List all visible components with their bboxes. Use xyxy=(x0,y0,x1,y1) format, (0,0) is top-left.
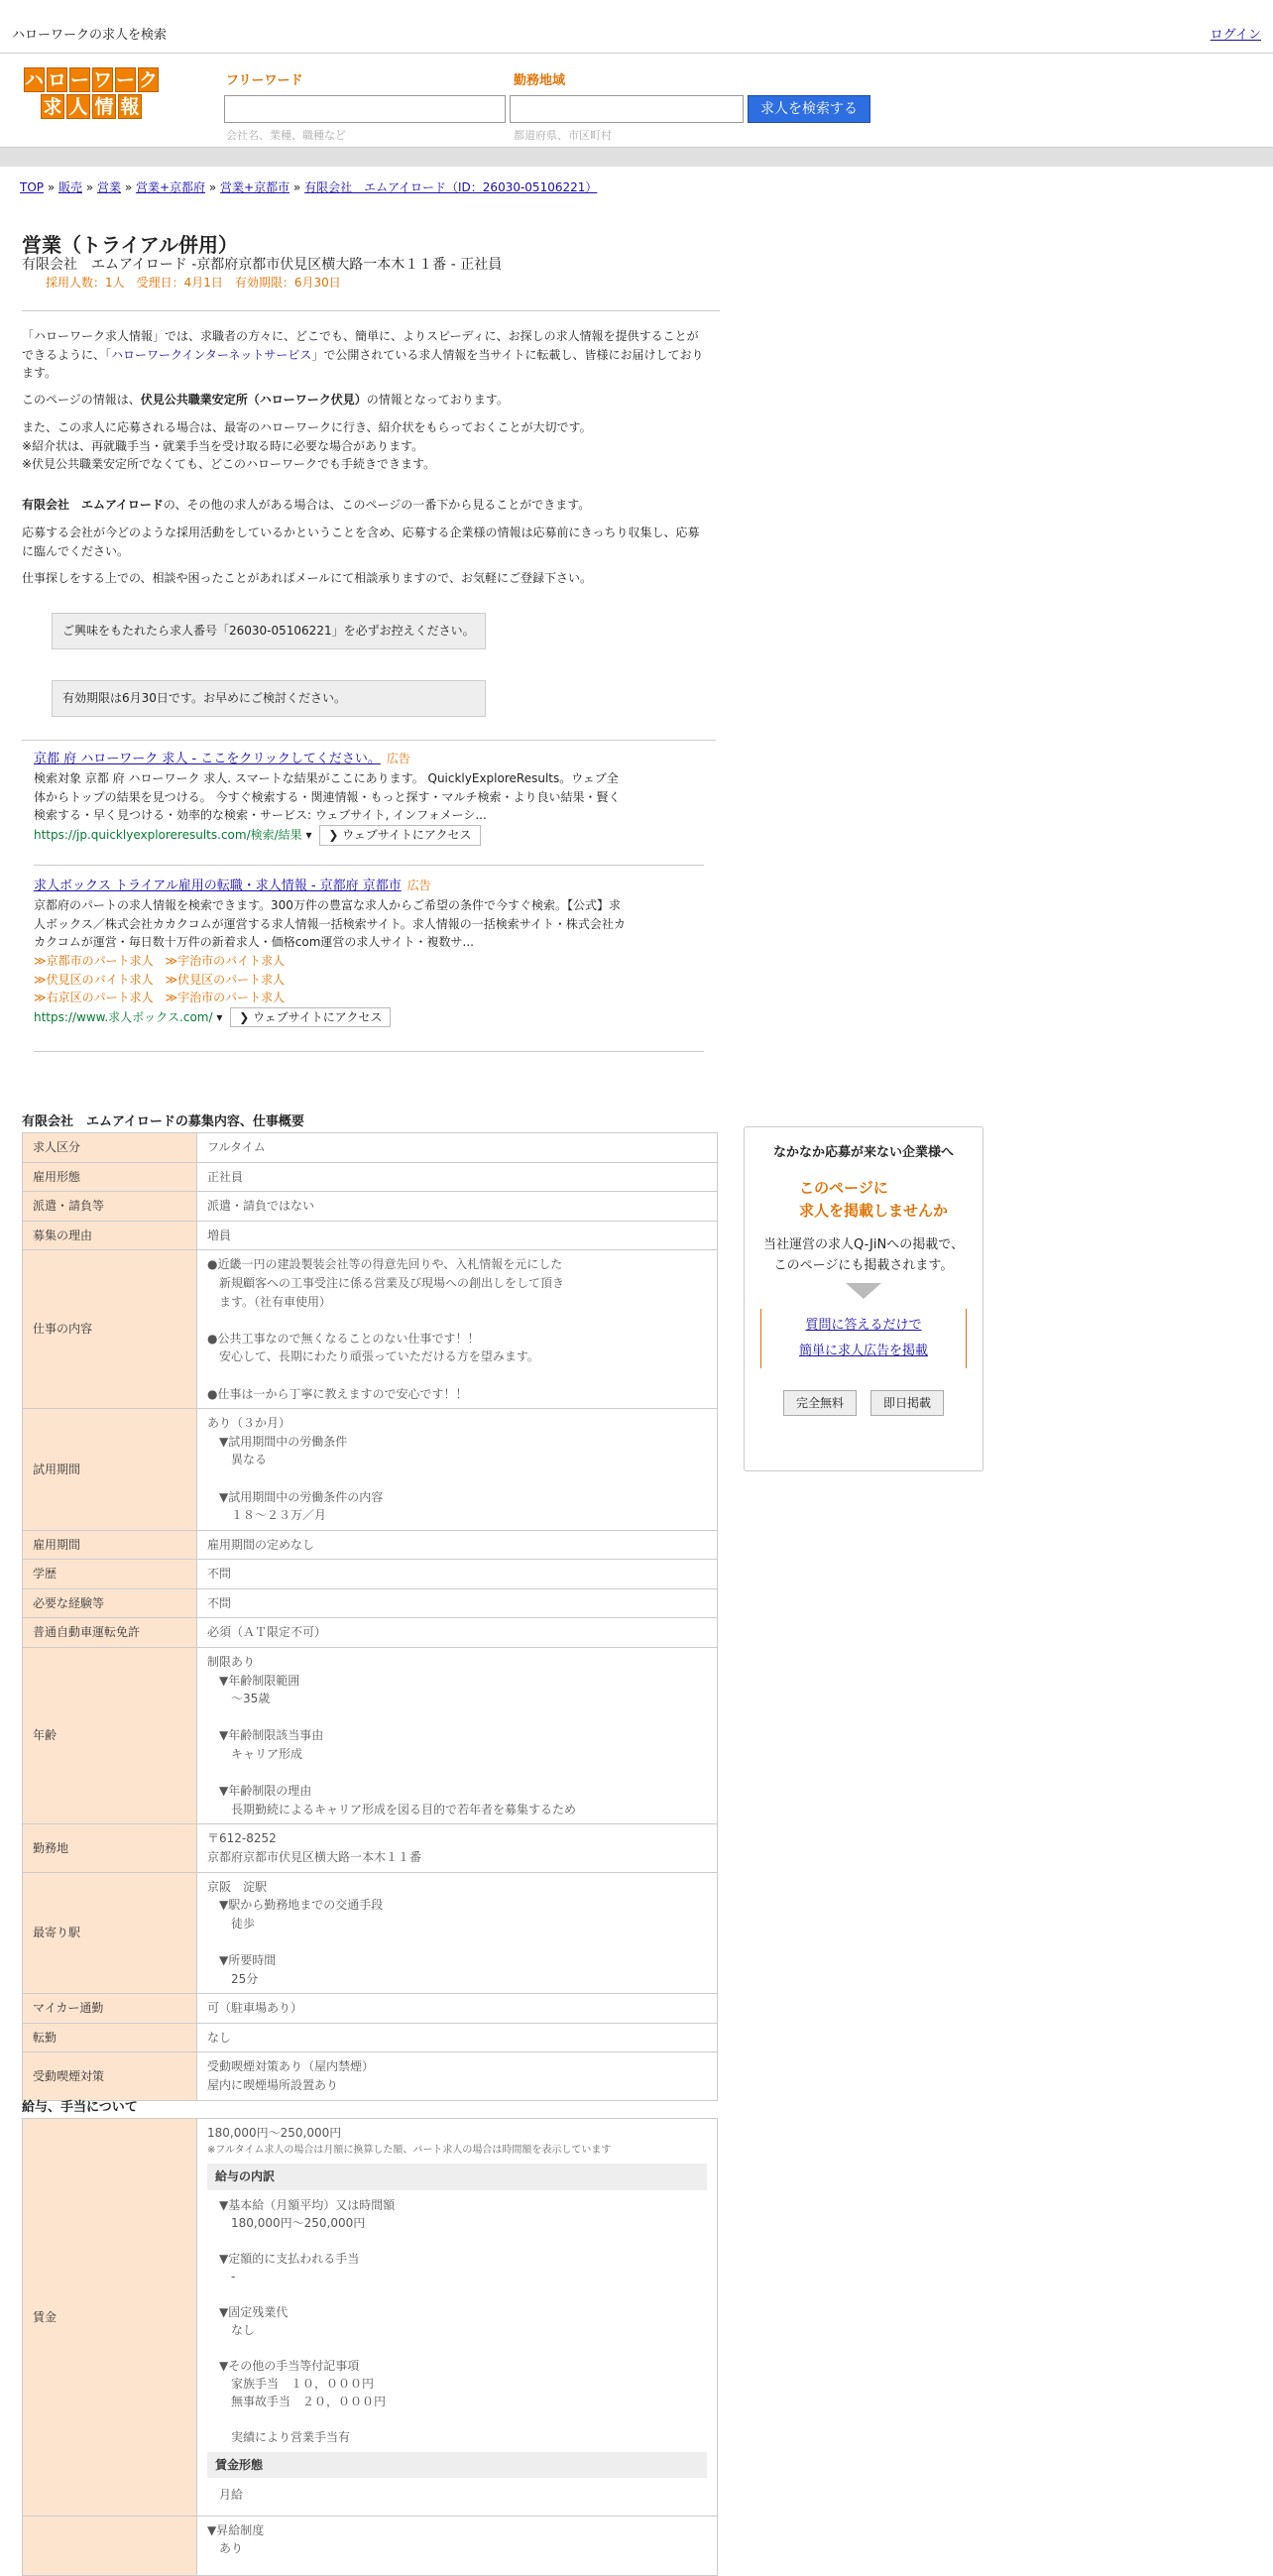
table-row xyxy=(23,1530,718,1560)
panel-catch: このページに 求人を掲載しませんか xyxy=(798,1179,948,1220)
breakdown-text: ▼基本給（月額平均）又は時間額 180,000円〜250,000円 ▼定額的に支払われる手当 - ▼固定残業代 なし ▼その他の手当等付記事項 家族手当 １０，０００円 無事故手当 ２０，０００円 実績により営業手当有 xyxy=(219,2197,396,2444)
row-key: 学歴 xyxy=(23,1560,197,1589)
logo-char: ー xyxy=(116,69,136,91)
ad-sublink[interactable]: ≫伏見区のパート求人 xyxy=(165,972,286,987)
row-value: 可（駐車場あり） xyxy=(197,1994,718,2024)
ad-headline[interactable]: 求人ボックス トライアル雇用の転職・求人情報 - 京都府 京都市 xyxy=(34,878,402,893)
row-value: 不問 xyxy=(197,1588,718,1618)
row-value: あり（３か月） ▼試用期間中の労働条件 異なる ▼試用期間中の労働条件の内容 １８～２３万／月 xyxy=(197,1409,718,1531)
ad-url[interactable]: https://jp.quicklyexploreresults.com/検索/結果 xyxy=(34,827,302,842)
salary-note: ※フルタイム求人の場合は月額に換算した額、パート求人の場合は時間額を表示しています xyxy=(207,2144,612,2156)
ad-sublink[interactable]: ≫伏見区のバイト求人 xyxy=(34,972,154,987)
job-meta: 採用人数：1人 受理日：4月1日 有効期限：6月30日 xyxy=(46,276,341,290)
row-key: マイカー通勤 xyxy=(23,1994,197,2024)
table-row xyxy=(23,1824,718,1872)
panel-text: 当社運営の求人Q-JiNへの掲載で、 このページにも掲載されます。 xyxy=(763,1237,964,1273)
logo-char: 人 xyxy=(66,94,90,119)
visit-site-button[interactable]: ❯ ウェブサイトにアクセス xyxy=(319,825,480,846)
area-input[interactable] xyxy=(510,95,744,123)
row-key: 試用期間 xyxy=(23,1409,197,1531)
row-value: 雇用期間の定めなし xyxy=(197,1530,718,1560)
row-key: 普通自動車運転免許 xyxy=(23,1618,197,1648)
source-paragraph: このページの情報は、伏見公共職業安定所（ハローワーク伏見）の情報となっております。 xyxy=(22,393,509,407)
easy-post-link[interactable]: 簡単に求人広告を掲載 xyxy=(798,1343,928,1358)
row-key: 派遣・請負等 xyxy=(23,1192,197,1222)
breadcrumb-sales[interactable]: 販売 xyxy=(58,180,83,194)
breadcrumb-eigyo-kyoto-city[interactable]: 営業+京都市 xyxy=(220,180,290,194)
row-key: 最寄り駅 xyxy=(23,1872,197,1994)
ad-block: 求人ボックス トライアル雇用の転職・求人情報 - 京都府 京都市 広告 京都府のパートの求人情報を検索できます。300万件の豊富な求人からご希望の条件で今すぐ検索。【公式】求人ボックス／株式会社カカクコムが運営する求人情報一括検索サイト。求人情報の一括検索サイト・株式会社カカクコムが運営・毎日数十万件の新着求人・価格com運営の求人サイト・複数サ... ≫京都市のパート求人 ≫宇治市のバイト求人 ≫伏見区のバイト求人 ≫伏見区のパート求人 ≫右京区のパート求人 ≫宇治市のパート求人 https://www.求人ボックス.com/ ▾ ❯ ウェブサイトにアクセス xyxy=(34,877,629,1027)
question-link[interactable]: 質問に答えるだけで xyxy=(805,1317,922,1333)
row-value: 受動喫煙対策あり（屋内禁煙） 屋内に喫煙場所設置あり xyxy=(197,2052,718,2100)
logo-char: ワ xyxy=(93,69,113,91)
table-row xyxy=(23,2516,718,2575)
visit-site-button[interactable]: ❯ ウェブサイトにアクセス xyxy=(230,1007,391,1028)
area-hint: 都道府県、市区町村 xyxy=(514,129,612,142)
table-row xyxy=(23,1994,718,2024)
row-key: 雇用期間 xyxy=(23,1530,197,1560)
job-subtitle: 有限会社 エムアイロード -京都府京都市伏見区横大路一本木１１番 - 正社員 xyxy=(22,257,503,273)
deadline-note: 有効期限は6月30日です。お早めにご検討ください。 xyxy=(52,680,486,717)
advertise-panel xyxy=(744,1126,984,1471)
details-heading: 有限会社 エムアイロードの募集内容、仕事概要 xyxy=(22,1114,304,1129)
keyword-hint: 会社名、業種、職種など xyxy=(226,129,346,142)
other-jobs-paragraph: 有限会社 エムアイロードの、その他の求人がある場合は、このページの一番下から見ることができます。 xyxy=(22,498,591,512)
ad-url[interactable]: https://www.求人ボックス.com/ xyxy=(34,1009,213,1024)
row-key xyxy=(23,2516,197,2575)
row-key: 仕事の内容 xyxy=(23,1250,197,1409)
row-value: なし xyxy=(197,2023,718,2052)
row-value: 〒612-8252 京都府京都市伏見区横大路一本木１１番 xyxy=(197,1824,718,1872)
table-row xyxy=(23,1588,718,1618)
row-value: 京阪 淀駅 ▼駅から勤務地までの交通手段 徒歩 ▼所要時間 25分 xyxy=(197,1872,718,1994)
row-value xyxy=(197,2119,718,2517)
breadcrumb-eigyo-kyoto-pref[interactable]: 営業+京都府 xyxy=(136,180,206,194)
ad-body: 検索対象 京都 府 ハローワーク 求人. スマートな結果がここにあります。 QuicklyExploreResults。ウェブ全体からトップの結果を見つける。 今すぐ検索する・関連情報・もっと探す・マルチ検索・より良い結果・賢く検索する・早く見つける・効率的な検索・サービス: ウェブサイト, インフォメーシ... xyxy=(34,771,621,823)
ad-block: 京都 府 ハローワーク 求人 - ここをクリックしてください。 広告 検索対象 京都 府 ハローワーク 求人. スマートな結果がここにあります。 QuicklyExploreResults。ウェブ全体からトップの結果を見つける。 今すぐ検索する・関連情報・もっと探す・マルチ検索・より良い結果・賢く検索する・早く見つける・効率的な検索・サービス: ウェブサイト, インフォメーシ... https://jp.quicklyexploreresults.com/検索/結果 ▾ ❯ ウェブサイトにアクセス xyxy=(34,750,629,846)
intro-paragraph: 「ハローワーク求人情報」では、求職者の方々に、どこでも、簡単に、よりスピーディに、お探しの求人情報を提供することができるように、「ハローワークインターネットサービス」で公開されている求人情報を当サイトに転載し、皆様にお届けしております。 xyxy=(22,329,704,381)
table-row xyxy=(23,2023,718,2052)
row-value: 増員 xyxy=(197,1221,718,1250)
row-key: 賃金 xyxy=(23,2119,197,2517)
row-key: 転勤 xyxy=(23,2023,197,2052)
table-row xyxy=(23,1221,718,1250)
divider-bar xyxy=(0,147,1273,167)
table-row xyxy=(23,1133,718,1163)
row-key: 年齢 xyxy=(23,1648,197,1824)
table-row xyxy=(23,1409,718,1531)
logo-char: 情 xyxy=(92,94,116,119)
table-row xyxy=(23,2052,718,2100)
row-key: 必要な経験等 xyxy=(23,1588,197,1618)
job-number-note: ご興味をもたれたら求人番号「26030-05106221」を必ずお控えください。 xyxy=(52,613,486,649)
row-key: 求人区分 xyxy=(23,1133,197,1163)
panel-links xyxy=(760,1309,967,1368)
row-key: 受動喫煙対策 xyxy=(23,2052,197,2100)
panel-title: なかなか応募が来ない企業様へ xyxy=(772,1145,954,1160)
row-value: 制限あり ▼年齢制限範囲 ～35歳 ▼年齢制限該当事由 キャリア形成 ▼年齢制限の理由 長期勤続によるキャリア形成を図る目的で若年者を募集するため xyxy=(197,1648,718,1824)
row-key: 募集の理由 xyxy=(23,1221,197,1250)
keyword-input[interactable] xyxy=(224,95,506,123)
login-link[interactable]: ログイン xyxy=(1210,28,1261,43)
salary-table xyxy=(22,2118,718,2576)
free-badge: 完全無料 xyxy=(783,1390,857,1417)
table-row xyxy=(23,1250,718,1409)
logo-char: ロ xyxy=(48,69,67,91)
advice-paragraph: 応募する会社が今どのような採用活動をしているかということを含め、応募する企業様の情報は応募前にきっちり収集し、応募に臨んでください。 xyxy=(22,526,700,558)
row-key: 雇用形態 xyxy=(23,1162,197,1192)
row-value: 不問 xyxy=(197,1560,718,1589)
area-label: 勤務地域 xyxy=(514,73,566,88)
table-row xyxy=(23,1648,718,1824)
row-value: フルタイム xyxy=(197,1133,718,1163)
row-key: 勤務地 xyxy=(23,1824,197,1872)
breadcrumb: TOP » 販売 » 営業 » 営業+京都府 » 営業+京都市 » 有限会社 エムアイロード（ID：26030-05106221） xyxy=(20,180,598,194)
row-value: 正社員 xyxy=(197,1162,718,1192)
table-row xyxy=(23,1192,718,1222)
row-value: ▼昇給制度 あり xyxy=(197,2516,718,2575)
table-row xyxy=(23,1618,718,1648)
row-value: ●近畿一円の建設製装会社等の得意先回りや、入札情報を元にした 新規顧客への工事受注に係る営業及び現場への創出しをして頂き ます。（社有車使用） ●公共工事なので無くなることのない仕事です！！ 安心して、長期にわたり頑張っていただける方を望みます。 ●仕事は一から丁寧に教えますので安心です！！ xyxy=(197,1250,718,1409)
breadcrumb-company[interactable]: 有限会社 エムアイロード（ID：26030-05106221） xyxy=(304,180,598,194)
logo-char: 求 xyxy=(41,94,64,119)
breakdown-heading: 給与の内訳 xyxy=(207,2164,707,2190)
table-row xyxy=(23,2119,718,2517)
search-button[interactable]: 求人を検索する xyxy=(748,95,870,123)
breadcrumb-top[interactable]: TOP xyxy=(20,180,45,194)
job-title: 営業（トライアル併用） xyxy=(22,233,238,257)
logo-char: ク xyxy=(139,69,159,91)
ad-sublink[interactable]: ≫宇治市のバイト求人 xyxy=(165,953,286,968)
divider xyxy=(34,1051,704,1052)
ad-headline[interactable]: 京都 府 ハローワーク 求人 - ここをクリックしてください。 xyxy=(34,752,381,766)
down-arrow-icon xyxy=(846,1283,881,1299)
divider xyxy=(22,740,716,741)
table-row xyxy=(23,1872,718,1994)
divider xyxy=(22,310,720,311)
salary-heading: 給与、手当について xyxy=(22,2100,138,2115)
hellowork-logo[interactable] xyxy=(4,67,178,121)
same-day-badge: 即日掲載 xyxy=(870,1390,944,1417)
row-value: 派遣・請負ではない xyxy=(197,1192,718,1222)
logo-char: ー xyxy=(70,69,90,91)
row-value: 必須（ＡＴ限定不可） xyxy=(197,1618,718,1648)
keyword-label: フリーワード xyxy=(226,73,303,88)
hellowork-internet-link[interactable]: ハローワークインターネットサービス xyxy=(111,347,312,362)
ad-tag: 広告 xyxy=(386,752,410,765)
logo-char: ハ xyxy=(25,69,45,91)
table-row xyxy=(23,1560,718,1589)
ad-sublink[interactable]: ≫宇治市のパート求人 xyxy=(165,991,286,1005)
table-row xyxy=(23,1162,718,1192)
logo-char: 報 xyxy=(118,94,142,119)
salary-range: 180,000円〜250,000円 xyxy=(207,2126,342,2140)
top-bar xyxy=(0,0,1273,54)
consult-paragraph: 仕事探しをする上での、相談や困ったことがあればメールにて相談承りますので、お気軽にご登録下さい。 xyxy=(22,571,593,585)
site-title: ハローワークの求人を検索 xyxy=(12,28,168,43)
details-table xyxy=(22,1132,718,2101)
ad-sublink[interactable]: ≫右京区のパート求人 xyxy=(34,991,154,1005)
breadcrumb-eigyo[interactable]: 営業 xyxy=(97,180,122,194)
referral-paragraph: また、この求人に応募される場合は、最寄のハローワークに行き、紹介状をもらっておくことが大切です。 ※紹介状は、再就職手当・就業手当を受け取る時に必要な場合があります。 ※伏見公共職業安定所でなくても、どこのハローワークでも手続きできます。 xyxy=(22,420,592,472)
ad-body: 京都府のパートの求人情報を検索できます。300万件の豊富な求人からご希望の条件で今すぐ検索。【公式】求人ボックス／株式会社カカクコムが運営する求人情報一括検索サイト。求人情報の一括検索サイト・株式会社カカクコムが運営・毎日数十万件の新着求人・価格com運営の求人サイト・複数サ... xyxy=(34,898,626,950)
ad-sublink[interactable]: ≫京都市のパート求人 xyxy=(34,953,154,968)
divider xyxy=(34,865,704,866)
ad-tag: 広告 xyxy=(406,878,431,892)
form-text: 月給 xyxy=(219,2488,244,2503)
form-heading: 賃金形態 xyxy=(207,2452,707,2479)
